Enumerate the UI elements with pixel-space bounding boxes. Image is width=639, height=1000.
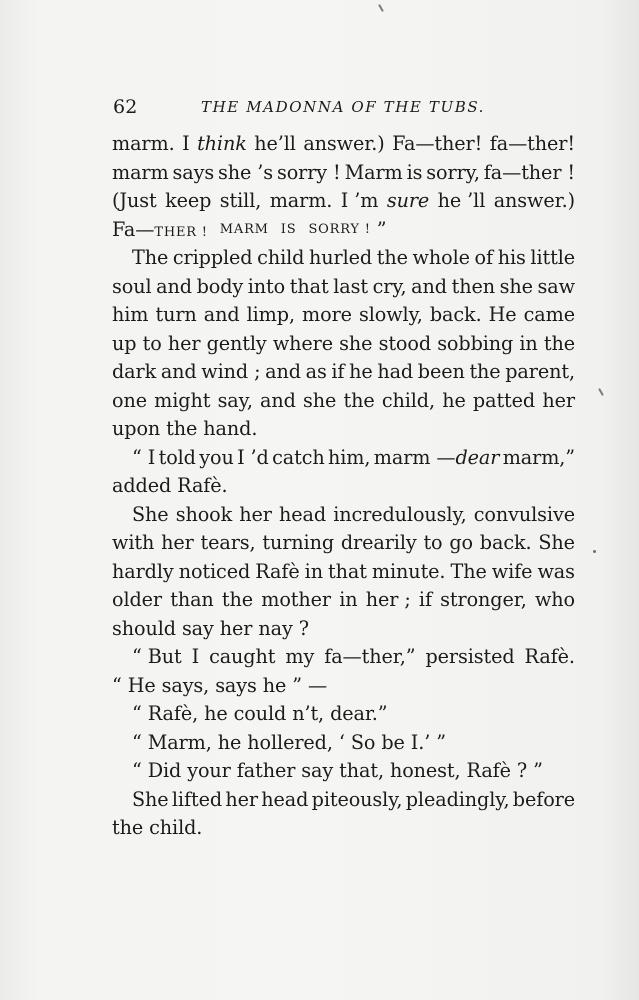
text-line: added Rafè. bbox=[112, 474, 228, 497]
page-number: 62 bbox=[113, 96, 138, 118]
print-speck bbox=[378, 4, 384, 12]
text-line: the child. bbox=[112, 816, 203, 839]
text-line: Fa—THER ! MARM IS SORRY ! ” bbox=[112, 217, 387, 241]
text-line: upon the hand. bbox=[112, 417, 258, 440]
text-line: with her tears, turning drearily to go back. She bbox=[112, 531, 575, 554]
page-header bbox=[113, 96, 575, 120]
paragraph-start: She shook her head incredulously, convulsive bbox=[132, 502, 575, 526]
print-speck bbox=[598, 388, 604, 396]
text-line: dark and wind ; and as if he had been the parent, bbox=[112, 360, 575, 383]
text-line: marm says she ’s sorry ! Marm is sorry, fa—ther ! bbox=[112, 160, 575, 184]
text-line: soul and body into that last cry, and then she saw bbox=[112, 274, 575, 298]
running-head: THE MADONNA OF THE TUBS. bbox=[201, 98, 486, 116]
text-line: “ He says, says he ” — bbox=[112, 673, 328, 697]
paragraph-start: “ Marm, he hollered, ‘ So be I.’ ” bbox=[132, 730, 446, 754]
print-speck bbox=[593, 550, 596, 553]
text-line: up to her gently where she stood sobbing in the bbox=[112, 331, 575, 355]
text-line: should say her nay ? bbox=[112, 616, 309, 640]
paragraph-start: “ Rafè, he could n’t, dear.” bbox=[132, 702, 388, 725]
paragraph-start: “ Did your father say that, honest, Rafè ? ” bbox=[132, 759, 543, 782]
text-line: hardly noticed Rafè in that minute. The wife was bbox=[112, 559, 575, 583]
text-line: older than the mother in her ; if stronger, who bbox=[112, 588, 575, 611]
text-line: one might say, and she the child, he patted her bbox=[112, 388, 575, 412]
text-line: marm. I think he’ll answer.) Fa—ther! fa—ther! bbox=[112, 132, 575, 155]
paragraph-start: “ I told you I ’d catch him, marm —dear marm,” bbox=[132, 445, 575, 469]
text-line: him turn and limp, more slowly, back. He came bbox=[112, 303, 575, 326]
paragraph-start: She lifted her head piteously, pleadingly, before bbox=[132, 787, 575, 811]
paragraph-start: The crippled child hurled the whole of his little bbox=[132, 246, 575, 269]
text-line: (Just keep still, marm. I ’m sure he ’ll answer.) bbox=[112, 189, 575, 212]
body-text bbox=[112, 130, 575, 843]
paragraph-start: “ But I caught my fa—ther,” persisted Rafè. bbox=[132, 645, 575, 668]
